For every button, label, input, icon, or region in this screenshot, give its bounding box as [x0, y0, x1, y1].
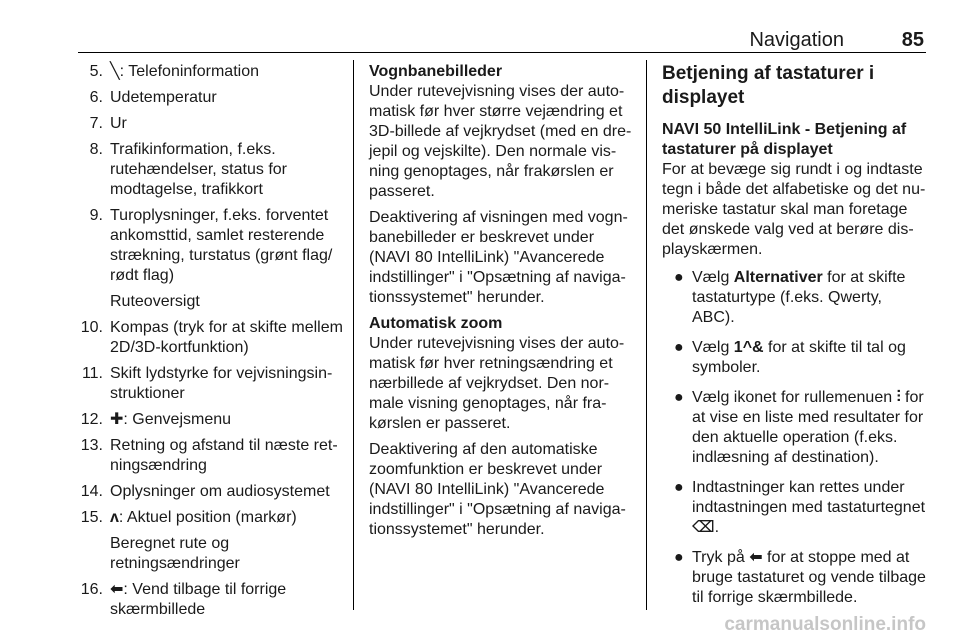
bullet-icon: ● [674, 479, 684, 496]
lane-images-heading: Vognbanebilleder [369, 63, 503, 80]
auto-zoom-paragraph: Under rutevejvisning vises der automatisk før hver retningsændring et nærbillede af vejkrydset. Den normale visning genoptages, når frakørslen er passeret. [369, 335, 625, 432]
section-auto-zoom [369, 314, 637, 434]
bullet-text: Tryk på [692, 549, 750, 566]
keyboard-subheading: NAVI 50 IntelliLink - Betjening af tastaturer på displayet [662, 121, 907, 158]
item-text: Ur [110, 115, 127, 132]
item-number: 10. [80, 319, 103, 336]
keyboard-intro-text: For at bevæge sig rundt i og indtaste tegn i både det alfabetiske og det numeriske tastatur skal man foretage det ønskede valg ved at berøre displayskærmen. [662, 161, 926, 258]
backspace-icon: ⌫ [692, 519, 715, 536]
item-number: 15. [80, 509, 103, 526]
list-item [662, 548, 928, 608]
symbols-label: 1^& [733, 339, 764, 356]
bullet-text: for at skifte tastaturtype (f.eks. Qwerty, ABC). [692, 269, 906, 326]
bullet-icon: ● [674, 269, 684, 286]
item-number: 11. [81, 365, 103, 382]
list-item [77, 114, 343, 134]
keyboard-intro [662, 120, 928, 260]
item-number: 14. [80, 483, 103, 500]
bullet-text: for at skifte til tal og symboler. [692, 339, 906, 376]
page-title: Navigation [749, 29, 844, 51]
item-number: 12. [80, 411, 103, 428]
list-item [77, 88, 343, 108]
item-text: Skift lydstyrke for vejvisningsinstruktioner [110, 365, 333, 402]
phone-icon: ╲ [110, 63, 120, 80]
back-arrow-icon: ⬅ [110, 581, 124, 598]
bullet-icon: ● [674, 339, 684, 356]
item-text: Oplysninger om audiosystemet [110, 483, 330, 500]
legend-list [77, 62, 343, 620]
dropdown-menu-icon: ⫶ [896, 389, 901, 406]
bullet-text: Vælg [692, 339, 734, 356]
item-extra-text: Ruteoversigt [110, 293, 200, 310]
item-text: : Telefoninformation [119, 63, 259, 80]
lane-images-deactivate-paragraph: Deaktivering af visningen med vognbanebilleder er beskrevet under (NAVI 80 IntelliLink) "Avancerede indstillinger" i "Opsætning af navigationssystemet" herunder. [369, 209, 628, 306]
bullet-icon: ● [674, 549, 684, 566]
position-icon: ʌ [110, 509, 119, 526]
item-number: 13. [80, 437, 103, 454]
column-divider-left [353, 60, 354, 610]
bullet-icon: ● [674, 389, 684, 406]
item-text: : Aktuel position (markør) [118, 509, 297, 526]
item-number: 6. [89, 89, 103, 106]
list-item [77, 410, 343, 430]
alternatives-label: Alternativer [733, 269, 823, 286]
bullet-text: Vælg [692, 269, 734, 286]
list-item [662, 478, 928, 538]
item-text: Turoplysninger, f.eks. forventet ankomsttid, samlet resterende strækning, turstatus (grønt flag/ rødt flag) [110, 207, 333, 284]
watermark: carmanualsonline.info [724, 614, 926, 635]
item-text: : Vend tilbage til forrige skærmbillede [110, 581, 287, 618]
page-header [78, 28, 926, 53]
list-item [77, 436, 343, 476]
back-arrow-icon: ⬅ [749, 549, 763, 566]
item-text: : Genvejsmenu [123, 411, 232, 428]
item-extra-text: Beregnet rute og retningsændringer [110, 535, 240, 572]
item-number: 16. [80, 581, 103, 598]
keyboard-section-title: Betjening af tastaturer i displayet [662, 63, 875, 108]
list-item [77, 318, 343, 358]
page-number: 85 [901, 29, 924, 51]
item-text: Kompas (tryk for at skifte mellem 2D/3D-kortfunktion) [110, 319, 343, 356]
bullet-text: . [714, 519, 720, 536]
column-middle [369, 62, 637, 546]
keyboard-bullet-list [662, 268, 928, 608]
list-item [77, 482, 343, 502]
item-number: 7. [89, 115, 103, 132]
list-item [662, 338, 928, 378]
item-number: 8. [89, 141, 103, 158]
item-text: Trafikinformation, f.eks. rutehændelser, status for modtagelse, trafikkort [110, 141, 287, 198]
plus-icon: ✚ [110, 411, 124, 428]
bullet-text: Vælg ikonet for rullemenuen [692, 389, 897, 406]
section-lane-images [369, 62, 637, 202]
item-number: 9. [89, 207, 103, 224]
column-left [77, 62, 343, 626]
item-text: Udetemperatur [110, 89, 217, 106]
list-item [662, 268, 928, 328]
auto-zoom-heading: Automatisk zoom [369, 315, 503, 332]
bullet-text: Indtastninger kan rettes under indtastningen med tastaturtegnet [692, 479, 926, 516]
bullet-text: for at stoppe med at bruge tastaturet og vende tilbage til forrige skærmbillede. [692, 549, 926, 606]
list-item [77, 580, 343, 620]
item-number: 5. [89, 63, 103, 80]
item-text: Retning og afstand til næste retningsændring [110, 437, 338, 474]
column-divider-right [646, 60, 647, 610]
list-item [77, 206, 343, 312]
auto-zoom-deactivate-paragraph: Deaktivering af den automatiske zoomfunktion er beskrevet under (NAVI 80 IntelliLink) "Avancerede indstillinger" i "Opsætning af navigationssystemet" herunder. [369, 441, 626, 538]
bullet-text: for at vise en liste med resultater for den aktuelle operation (f.eks. indlæsning af destination). [692, 389, 924, 466]
column-right [662, 62, 928, 618]
list-item [77, 62, 343, 82]
list-item [77, 508, 343, 574]
lane-images-paragraph: Under rutevejvisning vises der automatisk før hver større vejændring et 3D-billede af vejkrydset (med en drejepil og vejskilte). Den normale visning genoptages, når frakørslen er passeret. [369, 83, 632, 200]
list-item [77, 364, 343, 404]
list-item [662, 388, 928, 468]
list-item [77, 140, 343, 200]
